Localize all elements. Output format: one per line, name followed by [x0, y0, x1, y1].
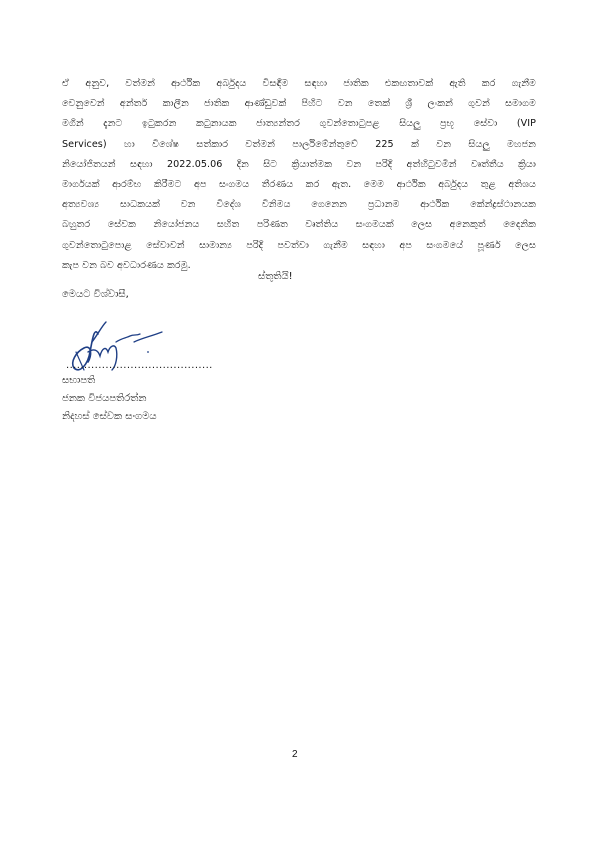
- body-line-9: ගුවන්තොටුපොළ සේවාවන් සාමාන්‍ය පරිදි පවත්වා ගැනීම සඳහා අප සංගමයේ පූර්ණ ලෙස: [62, 239, 536, 251]
- body-line-4: Services) හා විශේෂ සත්කාර වත්මන් පාර්ලිමේන්තුවේ 225 ක් වන සියලු මහජන: [62, 138, 536, 150]
- closing-thanks: ස්තුතියි!: [258, 271, 293, 282]
- body-line-6: මාර්ගයක් ආරම්භ කිරීමට අප සංගමය තීරණය කර ඇත. මෙම ආර්ථික අර්බුදය තුළ අතිශය: [62, 178, 536, 190]
- signature-dotted-line: .........................................: [66, 360, 213, 371]
- body-line-5: නියෝජිතයන් සඳහා 2022.05.06 දින සිට ක්‍රියාත්මක වන පරිදි අත්හිටුවමින් වෘත්තීය ක්‍රියා: [62, 158, 536, 170]
- handwritten-signature: [62, 312, 202, 382]
- body-line-7: අත්‍යවශ්‍ය සාධකයක් වන විදේශ විනිමය ගෙනෙන ප්‍රධානම ආර්ථික කේන්ද්‍රස්ථානයක: [62, 199, 536, 211]
- body-line-2: වෙනුවෙන් අන්තර් කාලීන ජාතික ආණ්ඩුවක් පිහිට වන තෙක් ශ්‍රී ලංකන් ගුවන් සමාගම: [62, 98, 536, 110]
- signatory-name: ජනක විජයපතිරත්න: [62, 393, 147, 404]
- body-line-10: කැප වන බව අවධාරණය කරමු.: [62, 259, 191, 271]
- body-line-1: ඒ අනුව, වත්මන් ආර්ථික අර්බුදය විසඳීම සඳහා ජාතික එකඟතාවක් ඇති කර ගැනීම: [62, 78, 536, 89]
- body-line-8: බහුතර සේවක නියෝජනය සහිත පරිණත වෘත්තිය සංගමයක් ලෙස අනෙකුත් දෛනික: [62, 219, 536, 231]
- salutation: මෙයට විශ්වාසී,: [62, 289, 129, 300]
- organization-name: නිදහස් සේවක සංගමය: [62, 411, 157, 422]
- body-line-3: මගින් දැනට ඉටුකරන කටුනායක ජාත්‍යන්තර ගුවන්තොටුපළ සියලු ප්‍රභූ සේවා (VIP: [62, 118, 536, 130]
- letter-body-paragraph: [62, 74, 536, 276]
- page-number: 2: [292, 749, 298, 760]
- signatory-title: සභාපති: [62, 375, 96, 386]
